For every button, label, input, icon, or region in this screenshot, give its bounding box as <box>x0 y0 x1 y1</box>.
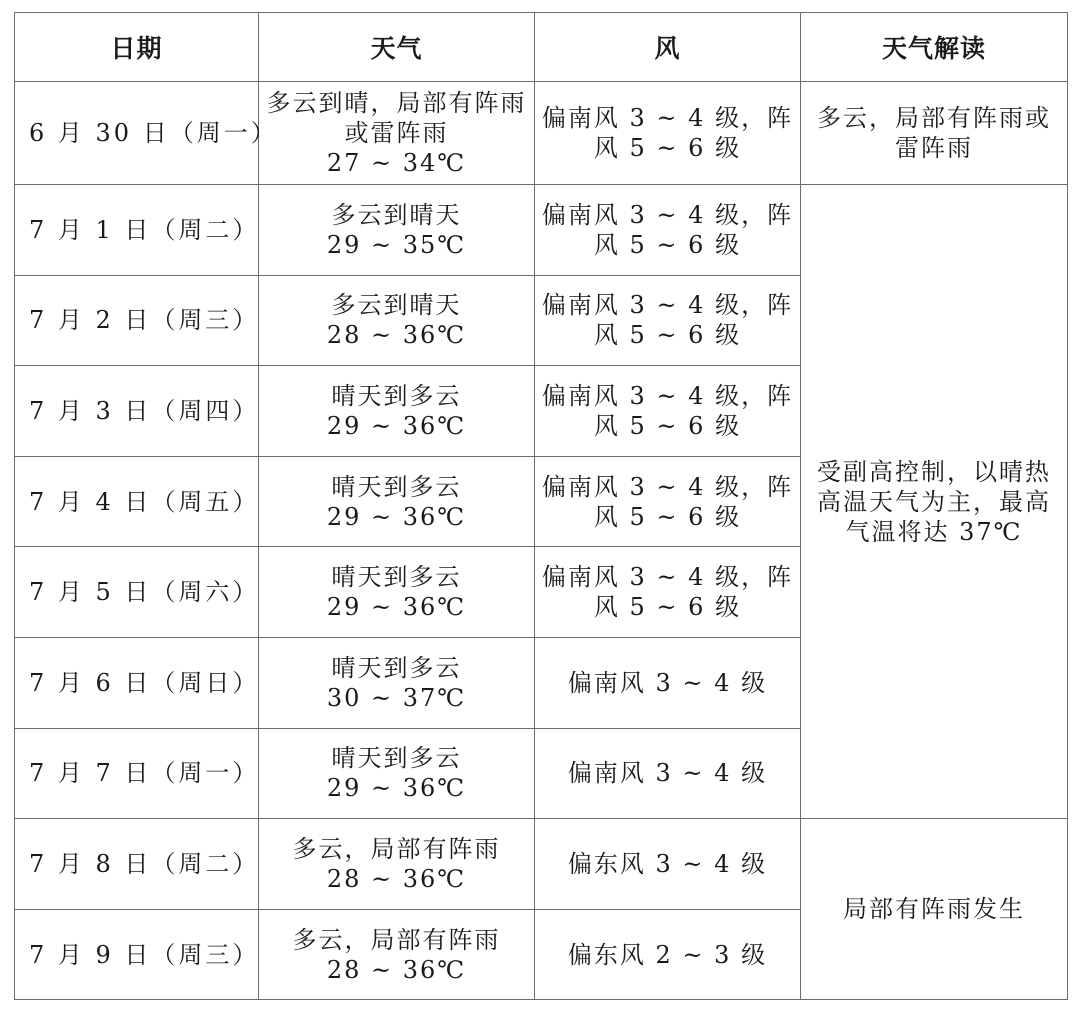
date-cell: 7 月 1 日（周二） <box>15 185 259 276</box>
wind-cell: 偏东风 3 ~ 4 级 <box>535 819 801 910</box>
date-cell: 7 月 3 日（周四） <box>15 366 259 457</box>
wind-cell: 偏东风 2 ~ 3 级 <box>535 909 801 1000</box>
date-cell: 7 月 2 日（周三） <box>15 275 259 366</box>
temperature-range: 28 ~ 36℃ <box>326 955 467 984</box>
temperature-range: 28 ~ 36℃ <box>326 321 467 350</box>
header-row <box>15 13 1068 82</box>
weather-cell <box>259 456 535 547</box>
weather-cell <box>259 185 535 276</box>
table-row <box>15 82 1068 185</box>
temperature-range: 29 ~ 36℃ <box>326 774 467 803</box>
note-cell: 多云，局部有阵雨或雷阵雨 <box>801 82 1068 185</box>
date-cell: 7 月 5 日（周六） <box>15 547 259 638</box>
table-row <box>15 819 1068 910</box>
wind-cell: 偏南风 3 ~ 4 级，阵风 5 ~ 6 级 <box>535 547 801 638</box>
wind-cell: 偏南风 3 ~ 4 级，阵风 5 ~ 6 级 <box>535 456 801 547</box>
table-row <box>15 185 1068 276</box>
weather-desc: 多云，局部有阵雨 <box>292 925 501 954</box>
date-cell: 7 月 6 日（周日） <box>15 637 259 728</box>
temperature-range: 30 ~ 37℃ <box>326 683 467 712</box>
weather-cell <box>259 819 535 910</box>
weather-desc: 晴天到多云 <box>331 653 462 682</box>
note-cell: 局部有阵雨发生 <box>801 819 1068 1000</box>
wind-cell: 偏南风 3 ~ 4 级，阵风 5 ~ 6 级 <box>535 185 801 276</box>
date-cell: 7 月 7 日（周一） <box>15 728 259 819</box>
weather-desc: 多云，局部有阵雨 <box>292 834 501 863</box>
weather-cell <box>259 547 535 638</box>
weather-desc: 多云到晴天 <box>331 291 462 320</box>
temperature-range: 29 ~ 36℃ <box>326 593 467 622</box>
weather-cell <box>259 275 535 366</box>
weather-cell <box>259 728 535 819</box>
header-weather: 天气 <box>259 13 535 82</box>
wind-cell: 偏南风 3 ~ 4 级 <box>535 637 801 728</box>
date-cell: 7 月 4 日（周五） <box>15 456 259 547</box>
weather-cell <box>259 637 535 728</box>
wind-cell: 偏南风 3 ~ 4 级 <box>535 728 801 819</box>
temperature-range: 28 ~ 36℃ <box>326 864 467 893</box>
header-wind: 风 <box>535 13 801 82</box>
date-cell: 7 月 8 日（周二） <box>15 819 259 910</box>
weather-cell <box>259 366 535 457</box>
weather-desc: 多云到晴，局部有阵雨或雷阵雨 <box>266 89 527 147</box>
wind-cell: 偏南风 3 ~ 4 级，阵风 5 ~ 6 级 <box>535 82 801 185</box>
header-date: 日期 <box>15 13 259 82</box>
weather-desc: 晴天到多云 <box>331 563 462 592</box>
temperature-range: 29 ~ 35℃ <box>326 230 467 259</box>
weather-desc: 晴天到多云 <box>331 381 462 410</box>
date-cell: 7 月 9 日（周三） <box>15 909 259 1000</box>
weather-cell <box>259 909 535 1000</box>
weather-cell <box>259 82 535 185</box>
wind-cell: 偏南风 3 ~ 4 级，阵风 5 ~ 6 级 <box>535 275 801 366</box>
date-cell: 6 月 30 日（周一） <box>15 82 259 185</box>
weather-forecast-table <box>14 12 1068 1000</box>
note-cell: 受副高控制，以晴热高温天气为主，最高气温将达 37℃ <box>801 185 1068 819</box>
weather-desc: 多云到晴天 <box>331 200 462 229</box>
temperature-range: 29 ~ 36℃ <box>326 502 467 531</box>
temperature-range: 29 ~ 36℃ <box>326 411 467 440</box>
temperature-range: 27 ~ 34℃ <box>326 149 467 177</box>
weather-desc: 晴天到多云 <box>331 472 462 501</box>
wind-cell: 偏南风 3 ~ 4 级，阵风 5 ~ 6 级 <box>535 366 801 457</box>
header-note: 天气解读 <box>801 13 1068 82</box>
weather-desc: 晴天到多云 <box>331 744 462 773</box>
